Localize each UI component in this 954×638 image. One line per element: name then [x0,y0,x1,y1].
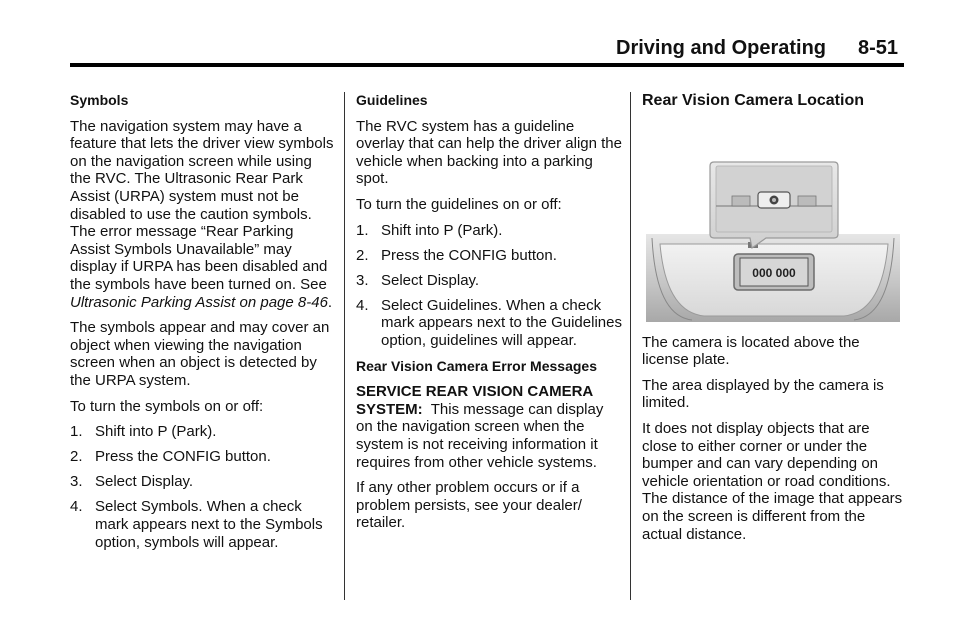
camera-location-illustration [644,126,902,322]
list-item [70,448,334,466]
step-number: 4. [356,296,369,314]
list-item [70,498,334,551]
symbols-intro-paragraph [70,118,334,312]
header-rule [70,63,904,67]
symbols-heading: Symbols [70,92,129,108]
step-text: Press the CONFIG button. [381,246,557,264]
guidelines-instruction: To turn the guidelines on or off: [356,195,562,213]
list-item [70,473,334,491]
symbols-instruction: To turn the symbols on or off: [70,397,264,415]
symbols-intro-text: The navigation system may have a feature that lets the driver view symbols on the navigation screen while using the RVC. The Ultrasonic Rear Park Assist (URPA) system must not be disabled to use the caution symbols. The error message “Rear Parking Assist Symbols Unavailable” may display if URPA has been disabled and the symbols have been turned on. See [70,117,334,293]
symbols-paragraph: The symbols appear and may cover an object when viewing the navigation screen when an object is detected by the URPA system. [70,319,330,389]
step-text: Select Display. [381,271,480,289]
step-number: 4. [70,498,83,516]
camera-icon [758,192,790,208]
symbols-steps-list [70,423,334,551]
column-divider [344,92,345,600]
column-guidelines [356,92,622,540]
license-plate-text: 000 000 [752,265,796,280]
error-message-paragraph [356,383,622,471]
camera-location-paragraph: The camera is located above the license plate. [642,333,860,369]
step-number: 1. [70,423,83,441]
guidelines-paragraph: The RVC system has a guideline overlay that can help the driver align the vehicle when backing into a parking spot. [356,117,622,188]
error-message-text: This message can display on the navigation screen when the system is not receiving information it requires from other vehicle systems. [356,400,604,471]
step-text: Shift into P (Park). [95,423,217,441]
step-number: 3. [356,271,369,289]
guidelines-heading: Guidelines [356,92,428,108]
list-item [70,423,334,441]
step-text: Select Guidelines. When a check mark appears next to the Guidelines option, guidelines will appear. [381,296,622,350]
list-item [356,297,622,350]
camera-location-heading: Rear Vision Camera Location [642,92,864,109]
guidelines-steps-list [356,222,622,350]
step-number: 3. [70,473,83,491]
list-item [356,222,622,240]
error-messages-heading: Rear Vision Camera Error Messages [356,357,597,374]
list-item [356,247,622,265]
step-text: Press the CONFIG button. [95,448,271,466]
list-item [356,272,622,290]
column-divider [630,92,631,600]
step-number: 2. [70,448,83,466]
page-number: 8-51 [858,37,899,59]
symbols-intro-end: . [327,293,333,311]
step-number: 1. [356,221,369,239]
step-text: Select Display. [95,473,194,491]
column-symbols [70,92,334,559]
camera-limit-paragraph: The area displayed by the camera is limited. [642,376,884,412]
step-text: Select Symbols. When a check mark appears next to the Symbols option, symbols will appear. [95,498,323,551]
step-number: 2. [356,246,369,264]
step-text: Shift into P (Park). [381,221,503,239]
column-camera-location [642,92,906,551]
camera-distance-paragraph: It does not display objects that are close to either corner or under the bumper and can vary depending on vehicle orientation or road conditions. The distance of the image that appears on the screen is different from the actual distance. [642,419,903,543]
dealer-paragraph: If any other problem occurs or if a problem persists, see your dealer/ retailer. [356,479,582,532]
section-title: Driving and Operating [616,37,827,59]
error-message-label: SERVICE REAR VISION CAMERA SYSTEM: [356,383,593,418]
cross-reference-link[interactable]: Ultrasonic Parking Assist on page 8-46 [70,293,328,311]
